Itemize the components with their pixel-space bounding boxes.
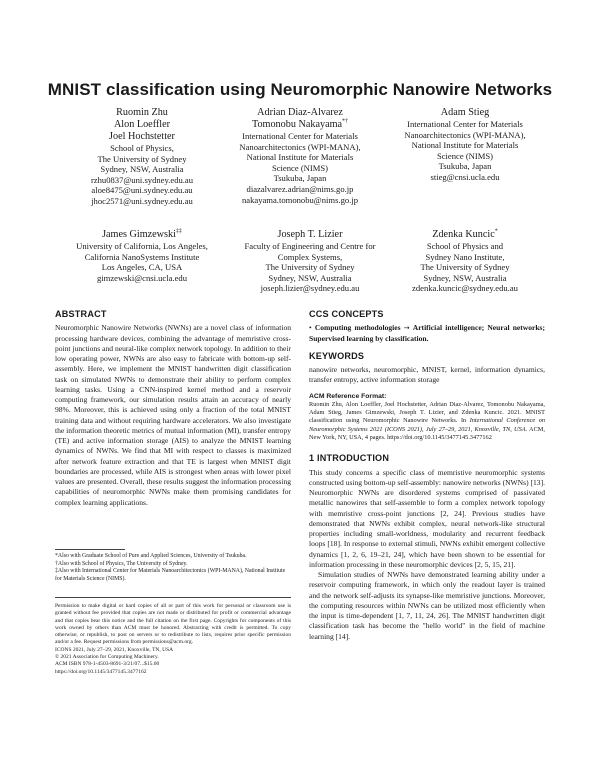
author-email[interactable]: jhoc2571@uni.sydney.edu.au xyxy=(91,195,193,206)
author-block-3 xyxy=(390,107,540,183)
affiliation-line: Tsukuba, Japan xyxy=(438,161,492,172)
author-name: Adam Stieg xyxy=(440,107,490,118)
affiliation-line: Nanoarchitectonics (WPI-MANA), xyxy=(404,129,526,140)
footnote: *Also with Graduate School of Pure and Applied Sciences, University of Tsukuba. xyxy=(55,553,247,559)
abstract-text: Neuromorphic Nanowire Networks (NWNs) are a novel class of information processing hardware devices, combining the advantage of memristive cross-point junctions and neural-like complex network topology. In addition to their low operating power, NWNs are also easy to fabricate with bottom-up self-assembly. Here, we implement the MNIST handwritten digit classification task on simulated NWNs to demonstrate their ability to perform complex learning tasks. Using a CNN-inspired kernel method and a reservoir computing framework, our simulation results attain an accuracy of nearly 98%. Moreover, this is achieved using only a fraction of the total MNIST training data and without requiring hardware accelerators. We also investigate the information theoretic metrics of mutual information (MI), transfer entropy (TE) and active information storage (AIS) to analyze the MNIST learning dynamics of NWNs. We find that MI with respect to classes is maximized after network feature extraction and that TE is largest when MNIST digit boundaries are processed, while AIS is strongest when areas with lower pixel values are presented. Overall, these results suggest the information processing capabilities of neuromorphic NWNs make them promising candidates for complex learning applications. xyxy=(55,323,291,507)
affiliation-line: Science (NIMS) xyxy=(436,150,494,161)
affiliation-line: Nanoarchitectonics (WPI-MANA), xyxy=(239,141,361,152)
permission-block xyxy=(55,603,291,676)
footnote: ‡Also with International Center for Materials Nanoarchitectonics (WPI-MANA), National Institute for Materials Science (NIMS). xyxy=(55,568,286,582)
affiliation-line: Tsukuba, Japan xyxy=(273,173,327,184)
affiliation-line: National Institute for Materials xyxy=(246,152,354,163)
paper-title: MNIST classification using Neuromorphic Nanowire Networks xyxy=(47,80,553,99)
introduction-paragraph: This study concerns a specific class of memristive neuromorphic systems constructed using bottom-up self-assembly: nanowire networks (NWNs) [13]. Neuromorphic NWNs are disordered systems comprised of passivated metallic nanowires that self-assemble to form a complex network topology with memristive cross-point junctions [2, 24]. Previous studies have demonstrated that NWNs exhibit complex, neural network-like structural properties including small-worldness, modularity and recurrent feedback loops [18]. In response to external stimuli, NWNs exhibit emergent collective dynamics [1, 2, 6, 19–21, 24], which have been shown to be essential for information processing in these neuromorphic devices [2, 5, 15, 21]. xyxy=(309,467,545,569)
affiliation-line: The University of Sydney xyxy=(265,262,355,273)
arrow-icon: → xyxy=(403,324,410,333)
affiliation-line: The University of Sydney xyxy=(420,262,510,273)
author-block-6 xyxy=(395,229,535,294)
affiliation-line: School of Physics and xyxy=(426,241,504,251)
reference-format-heading: ACM Reference Format: xyxy=(309,392,387,400)
affiliation-line: University of California, Los Angeles, xyxy=(76,241,208,251)
affiliation-line: California NanoSystems Institute xyxy=(84,251,200,262)
author-block-5 xyxy=(225,229,395,294)
author-email[interactable]: joseph.lizier@sydney.edu.au xyxy=(260,283,360,294)
author-email[interactable]: stieg@cnsi.ucla.edu xyxy=(430,171,500,182)
author-name: Alon Loeffler xyxy=(113,119,171,130)
author-name: Adrian Diaz-Alvarez xyxy=(257,107,343,118)
introduction-heading: 1 INTRODUCTION xyxy=(309,453,390,464)
affiliation-line: Los Angeles, CA, USA xyxy=(101,262,183,273)
affiliation-line: Complex Systems, xyxy=(277,251,343,262)
affiliation-line: Sydney Nano Institute, xyxy=(425,251,505,262)
affiliation-line: International Center for Materials xyxy=(407,119,523,129)
affiliation-line: School of Physics, xyxy=(110,143,174,153)
introduction-paragraph: Simulation studies of NWNs have demonstrated learning ability under a reservoir computing framework, in which only the readout layer is trained and the network self-adjusts its synapse-like memristive junctions. Moreover, the computing resources within NWNs can be utilized most efficiently when the input is time-dependent [1, 7, 11, 24, 26]. The MNIST handwritten digit classification task has become the "hello world" in the field of machine learning [14]. xyxy=(309,570,545,641)
ccs-heading: CCS CONCEPTS xyxy=(309,309,384,319)
author-block-1 xyxy=(72,107,212,207)
footnote-mark: *† xyxy=(342,118,349,125)
footnote-mark: ‡‡ xyxy=(175,228,182,235)
author-name: Ruomin Zhu xyxy=(116,107,168,118)
permission-text: Permission to make digital or hard copies of all or part of this work for personal or classroom use is granted without fee provided that copies are not made or distributed for profit or commercial advantage and that copies bear this notice and the full citation on the first page. Copyrights for components of this work owned by others than ACM must be honored. Abstracting with credit is permitted. To copy otherwise, or republish, to post on servers or to redistribute to lists, requires prior specific permission and/or a fee. Request permissions from permissions@acm.org. xyxy=(55,603,291,646)
footnotes xyxy=(55,553,291,583)
right-column xyxy=(309,309,545,642)
footnote-mark: * xyxy=(494,228,498,235)
author-block-4 xyxy=(57,229,227,283)
footnote: †Also with School of Physics, The University of Sydney. xyxy=(55,560,188,567)
author-name: Joel Hochstetter xyxy=(109,131,175,142)
isbn-line: ACM ISBN 978-1-4503-8691-3/21/07...$15.00 xyxy=(55,661,160,668)
affiliation-line: Sydney, NSW, Australia xyxy=(100,164,184,175)
affiliation-line: Faculty of Engineering and Centre for xyxy=(244,241,376,251)
abstract-section xyxy=(55,309,291,508)
doi-link[interactable]: https://doi.org/10.1145/3477145.3477162 xyxy=(55,668,147,675)
author-name-with-mark: Tomonobu Nakayama*† xyxy=(251,118,349,130)
reference-format: ACM Reference Format: Ruomin Zhu, Alon Loeffler, Joel Hochstetter, Adrian Diaz-Alvarez, Tomonobu Nakayama, Adam Stieg, James Gimzewski, Joseph T. Lizier, and Zdenka Kuncic. 2021. MNIST classification using Neuromorphic Nanowire Networks. In International Conference on Neuromorphic Systems 2021 (ICONS 2021), July 27–29, 2021, Knoxville, TN, USA. ACM, New York, NY, USA, 4 pages. https://doi.org/10.1145/3477145.3477162 xyxy=(309,392,545,441)
permission-divider xyxy=(55,597,291,598)
author-block-2 xyxy=(225,107,375,205)
abstract-heading: ABSTRACT xyxy=(55,309,107,319)
author-email[interactable]: rzhu0837@uni.sydney.edu.au xyxy=(90,174,194,185)
affiliation-line: Science (NIMS) xyxy=(271,162,329,173)
author-email[interactable]: aloe8475@uni.sydney.edu.au xyxy=(91,185,193,196)
author-email[interactable]: diazalvarez.adrian@nims.go.jp xyxy=(246,183,354,194)
author-name-with-mark: Zdenka Kuncic* xyxy=(432,228,498,240)
author-email[interactable]: zdenka.kuncic@sydney.edu.au xyxy=(412,283,518,294)
author-email[interactable]: gimzewski@cnsi.ucla.edu xyxy=(96,272,187,283)
keywords-heading: KEYWORDS xyxy=(309,350,365,361)
author-name-with-mark: James Gimzewski‡‡ xyxy=(102,228,182,240)
author-email[interactable]: nakayama.tomonobu@nims.go.jp xyxy=(241,194,359,205)
affiliation-line: The University of Sydney xyxy=(97,153,187,164)
keywords-text: nanowire networks, neuromorphic, MNIST, kernel, information dynamics, transfer entropy, active information storage xyxy=(309,365,545,385)
conference-venue: ICONS 2021, July 27–29, 2021, Knoxville, TN, USA xyxy=(55,646,174,653)
copyright-line: © 2021 Association for Computing Machinery. xyxy=(55,654,159,661)
author-name: Joseph T. Lizier xyxy=(277,229,343,240)
ccs-text: • Computing methodologies → Artificial intelligence; Neural networks; Supervised learning by classification. xyxy=(309,323,546,343)
affiliation-line: International Center for Materials xyxy=(242,131,358,141)
affiliation-line: Sydney, NSW, Australia xyxy=(268,272,352,283)
affiliation-line: Sydney, NSW, Australia xyxy=(423,272,507,283)
affiliation-line: National Institute for Materials xyxy=(411,140,519,151)
footnote-divider xyxy=(55,549,125,550)
